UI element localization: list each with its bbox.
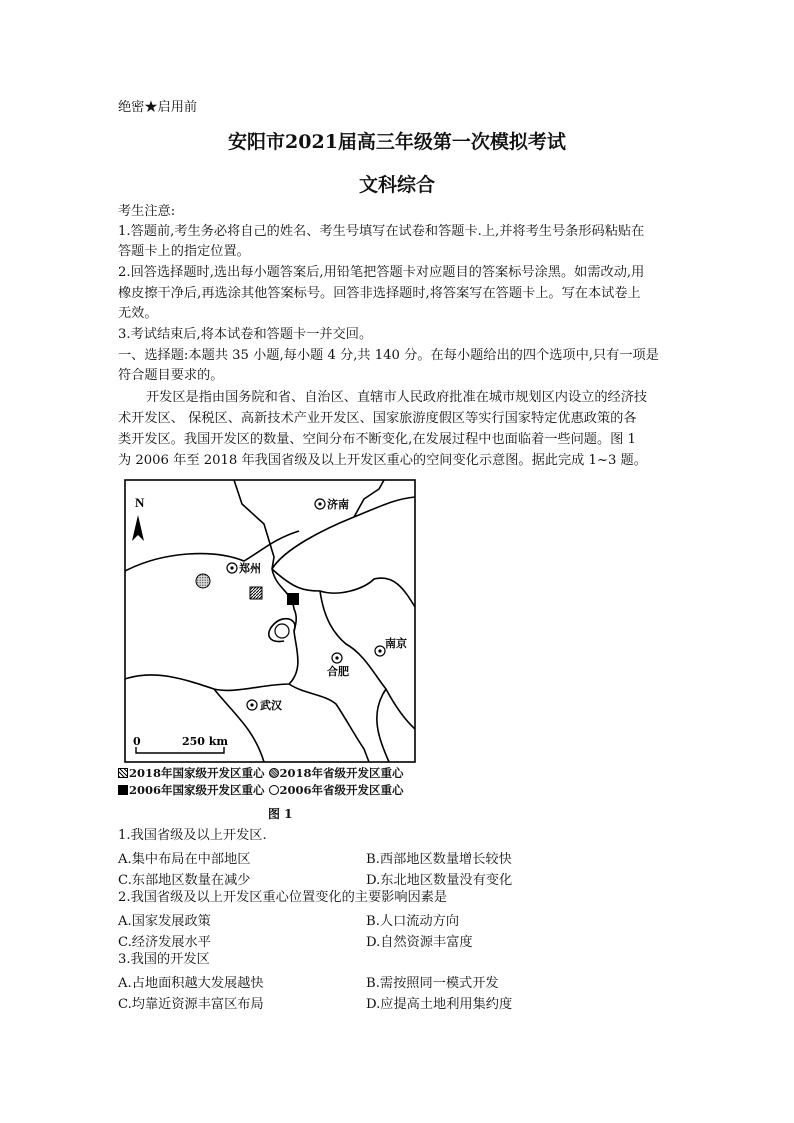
legend-item: 2006年省级开发区重心	[279, 783, 404, 797]
legend-row	[118, 765, 404, 781]
solid-square-icon	[118, 785, 128, 795]
center-2018-provincial	[196, 574, 210, 588]
option-c: C.东部地区数量在减少	[118, 873, 251, 888]
option-a: A.集中布局在中部地区	[118, 852, 251, 867]
option-b: B.需按照同一模式开发	[366, 976, 499, 991]
exam-title: 安阳市2021届高三年级第一次模拟考试	[228, 131, 566, 153]
notice-line: 橡皮擦干净后,再选涂其他答案标号。回答非选择题时,将答案写在答题卡上。写在本试卷上	[118, 286, 641, 301]
city-jinan	[315, 497, 349, 511]
legend-row	[118, 782, 404, 798]
svg-text:武汉: 武汉	[260, 699, 282, 712]
notice-line: 1.答题前,考生务必将自己的姓名、考生号填写在试卷和答题卡.上,并将考生号条形码粘贴在	[118, 224, 645, 239]
center-2018-national	[250, 587, 262, 599]
figure-caption: 图 1	[268, 807, 293, 821]
center-2006-provincial	[275, 624, 289, 638]
exam-subtitle: 文科综合	[358, 174, 435, 196]
notice-heading: 考生注意:	[118, 204, 176, 219]
svg-text:250 km: 250 km	[182, 735, 229, 748]
option-c: C.经济发展水平	[118, 935, 211, 950]
notice-line: 2.回答选择题时,选出每小题答案后,用铅笔把答题卡对应题目的答案标号涂黑。如需改动,用	[118, 265, 645, 280]
passage-line: 开发区是指由国务院和省、自治区、直辖市人民政府批准在城市规划区内设立的经济技	[146, 390, 648, 405]
svg-text:N: N	[135, 495, 145, 510]
notice-line: 3.考试结束后,将本试卷和答题卡一并交回。	[118, 327, 373, 342]
city-zhengzhou	[227, 561, 261, 575]
legend-item: 2006年国家级开发区重心	[129, 783, 265, 797]
open-circle-icon	[269, 785, 279, 795]
passage-line: 类开发区。我国开发区的数量、空间分布不断变化,在发展过程中也面临着一些问题。图 1	[118, 432, 636, 447]
option-b: B.人口流动方向	[366, 914, 460, 929]
notice-line: 答题卡上的指定位置。	[118, 244, 250, 259]
svg-text:南京: 南京	[385, 637, 407, 650]
notice-line: 无效。	[118, 306, 158, 321]
secret-mark: 绝密★启用前	[118, 100, 198, 115]
section-instruction: 符合题目要求的。	[118, 368, 224, 383]
option-d: D.东北地区数量没有变化	[366, 873, 513, 888]
svg-text:郑州: 郑州	[239, 562, 261, 575]
passage-line: 术开发区、 保税区、高新技术产业开发区、国家旅游度假区等实行国家特定优惠政策的各	[118, 411, 637, 426]
city-wuhan	[247, 698, 283, 712]
legend-item: 2018年国家级开发区重心	[129, 766, 265, 780]
center-2006-national	[287, 593, 299, 605]
dotted-circle-icon	[269, 768, 279, 778]
map-frame	[125, 480, 415, 762]
question-stem: 2.我国省级及以上开发区重心位置变化的主要影响因素是	[118, 890, 448, 905]
option-b: B.西部地区数量增长较快	[366, 852, 512, 867]
development-zone-map	[124, 479, 416, 763]
legend-item: 2018年省级开发区重心	[279, 766, 404, 780]
hatched-square-icon	[118, 768, 128, 778]
passage-line: 为 2006 年至 2018 年我国省级及以上开发区重心的空间变化示意图。据此完成 1~3 题。	[118, 453, 647, 468]
option-d: D.自然资源丰富度	[366, 935, 473, 950]
option-a: A.占地面积越大发展越快	[118, 976, 264, 991]
option-a: A.国家发展政策	[118, 914, 211, 929]
question-stem: 1.我国省级及以上开发区.	[118, 828, 267, 843]
svg-text:济南: 济南	[327, 498, 349, 511]
svg-text:合肥: 合肥	[327, 665, 349, 678]
option-c: C.均靠近资源丰富区布局	[118, 997, 264, 1012]
question-stem: 3.我国的开发区	[118, 952, 210, 967]
option-d: D.应提高土地利用集约度	[366, 997, 513, 1012]
svg-text:0: 0	[133, 735, 141, 748]
section-instruction: 一、选择题:本题共 35 小题,每小题 4 分,共 140 分。在每小题给出的四个选项中,只有一项是	[118, 348, 659, 363]
